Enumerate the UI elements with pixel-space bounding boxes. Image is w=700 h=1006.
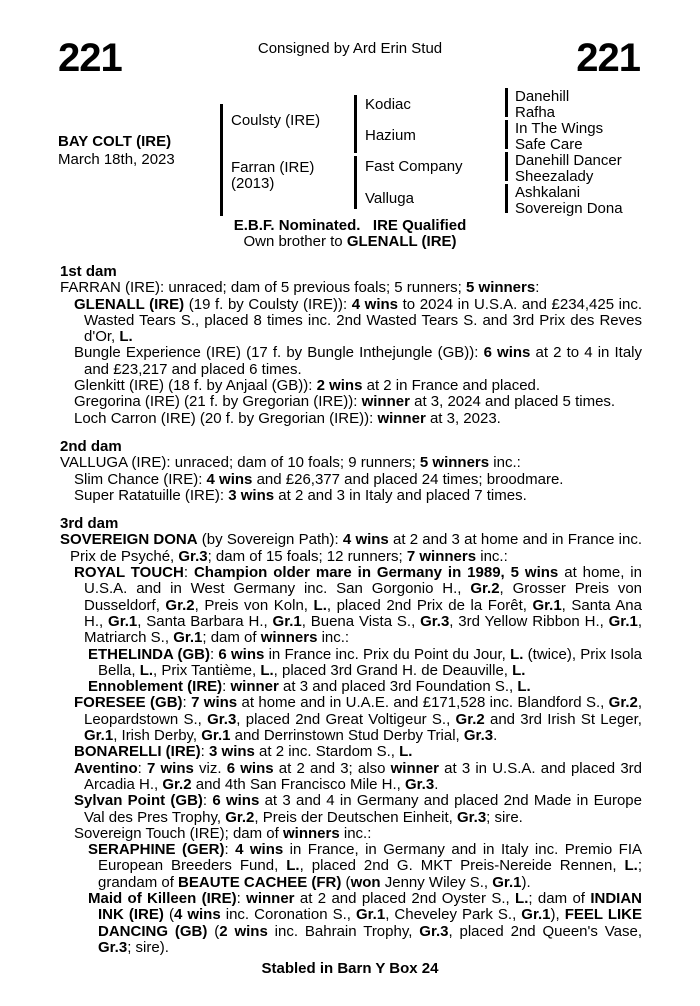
progeny-entry: BONARELLI (IRE): 3 wins at 2 inc. Stardom S., L. <box>74 743 413 761</box>
pedigree-bar-4 <box>505 88 508 117</box>
progeny-entry: GLENALL (IRE) (19 f. by Coulsty (IRE)): 4 wins to 2024 in U.S.A. and £234,425 inc. Wasted Tears S., placed 8 times inc. 2nd Wasted Tears S. and 3rd Prix des Reves d'Or, L. <box>74 295 643 346</box>
pedigree-sire-dam: Hazium <box>365 127 416 144</box>
pedigree-sire-sire: Kodiac <box>365 96 411 113</box>
progeny-entry: Ennoblement (IRE): winner at 3 and placed 3rd Foundation S., L. <box>88 678 531 696</box>
progeny-entry: Aventino: 7 wins viz. 6 wins at 2 and 3; also winner at 3 in U.S.A. and placed 3rd Arcadia H., Gr.2 and 4th San Francisco Mile H., Gr.3. <box>74 759 643 793</box>
progeny-entry: FORESEE (GB): 7 wins at home and in U.A.E. and £171,528 inc. Blandford S., Gr.2, Leopardstown S., Gr.3, placed 2nd Great Voltigeur S., Gr.2 and 3rd Irish St Leger, Gr.1, Irish Derby, Gr.1 and Derrinstown Stud Derby Trial, Gr.3. <box>74 694 643 745</box>
dam-entry: FARRAN (IRE): unraced; dam of 5 previous foals; 5 runners; 5 winners: <box>60 279 540 297</box>
consignor: Consigned by Ard Erin Stud <box>257 40 443 57</box>
progeny-entry: SERAPHINE (GER): 4 wins in France, in Germany and in Italy inc. Premio FIA European Breeders Fund, L., placed 2nd G. MKT Preis-Nereide Rennen, L.; grandam of BEAUTE CACHEE (FR) (won Jenny Wiley S., Gr.1). <box>88 841 642 891</box>
pedigree-gg-6: Sheezalady <box>515 168 594 185</box>
progeny-entry: ETHELINDA (GB): 6 wins in France inc. Prix du Point du Jour, L. (twice), Prix Isola Bella, L., Prix Tantième, L., placed 3rd Grand H. de Deauville, L. <box>88 645 642 679</box>
catalogue-body <box>60 264 642 956</box>
third-dam-heading: 3rd dam <box>60 515 119 533</box>
pedigree-bar-3 <box>354 156 357 209</box>
progeny-entry: Loch Carron (IRE) (20 f. by Gregorian (IRE)): winner at 3, 2023. <box>74 409 501 427</box>
pedigree-bar-1 <box>220 104 223 216</box>
ebf-note: E.B.F. Nominated. IRE Qualified <box>233 217 467 234</box>
progeny-entry: ROYAL TOUCH: Champion older mare in Germany in 1989, 5 wins at home, in U.S.A. and in West Germany inc. San Gorgonio H., Gr.2, Grosser Preis von Dusseldorf, Gr.2, Preis von Koln, L., placed 2nd Prix de la Forêt, Gr.1, Santa Ana H., Gr.1, Santa Barbara H., Gr.1, Buena Vista S., Gr.3, 3rd Yellow Ribbon H., Gr.1, Matriarch S., Gr.1; dam of winners inc.: <box>74 564 643 647</box>
pedigree-sire: Coulsty (IRE) <box>231 112 321 129</box>
second-dam-heading: 2nd dam <box>60 437 122 455</box>
progeny-entry: Sovereign Touch (IRE); dam of winners inc.: <box>74 824 372 842</box>
horse-dob: March 18th, 2023 <box>58 151 175 168</box>
pedigree-gg-4: Safe Care <box>515 136 583 153</box>
pedigree-dam-sire: Fast Company <box>365 158 463 175</box>
pedigree-bar-5 <box>505 120 508 149</box>
own-brother-note: Own brother to GLENALL (IRE) <box>243 233 457 250</box>
pedigree-table <box>0 88 700 216</box>
pedigree-gg-8: Sovereign Dona <box>515 200 623 217</box>
lot-number-left: 221 <box>58 36 122 80</box>
pedigree-dam-year: (2013) <box>231 175 275 192</box>
progeny-entry: Bungle Experience (IRE) (17 f. by Bungle Inthejungle (GB)): 6 wins at 2 to 4 in Italy and £23,217 and placed 6 times. <box>74 344 642 378</box>
dam-entry: SOVEREIGN DONA (by Sovereign Path): 4 wins at 2 and 3 at home and in France inc. Prix de Psyché, Gr.3; dam of 15 foals; 12 runners; 7 winners inc.: <box>60 531 642 565</box>
progeny-entry: Maid of Killeen (IRE): winner at 2 and placed 2nd Oyster S., L.; dam of INDIAN INK (IRE) (4 wins inc. Coronation S., Gr.1, Cheveley Park S., Gr.1), FEEL LIKE DANCING (GB) (2 wins inc. Bahrain Trophy, Gr.3, placed 2nd Queen's Vase, Gr.3; sire). <box>88 889 643 956</box>
progeny-entry: Sylvan Point (GB): 6 wins at 3 and 4 in Germany and placed 2nd Made in Europe Val des Pres Trophy, Gr.2, Preis der Deutschen Einheit, Gr.3; sire. <box>74 792 642 826</box>
progeny-entry: Glenkitt (IRE) (18 f. by Anjaal (GB)): 2 wins at 2 in France and placed. <box>74 377 541 395</box>
pedigree-bar-2 <box>354 95 357 153</box>
pedigree-dam: Farran (IRE) <box>231 159 315 176</box>
lot-number-right: 221 <box>576 36 640 80</box>
first-dam-heading: 1st dam <box>60 263 117 280</box>
pedigree-bar-7 <box>505 184 508 213</box>
stabling-footer: Stabled in Barn Y Box 24 <box>261 960 439 977</box>
pedigree-gg-7: Ashkalani <box>515 184 581 201</box>
progeny-entry: Super Ratatuille (IRE): 3 wins at 2 and 3 in Italy and placed 7 times. <box>74 486 527 504</box>
pedigree-dam-dam: Valluga <box>365 190 414 207</box>
dam-entry: VALLUGA (IRE): unraced; dam of 10 foals; 9 runners; 5 winners inc.: <box>60 454 521 472</box>
pedigree-gg-3: In The Wings <box>515 120 604 137</box>
pedigree-gg-2: Rafha <box>515 104 556 121</box>
pedigree-gg-5: Danehill Dancer <box>515 152 622 169</box>
progeny-entry: Gregorina (IRE) (21 f. by Gregorian (IRE)): winner at 3, 2024 and placed 5 times. <box>74 393 616 411</box>
pedigree-bar-6 <box>505 152 508 181</box>
pedigree-gg-1: Danehill <box>515 88 570 105</box>
horse-title: BAY COLT (IRE) <box>58 133 172 150</box>
progeny-entry: Slim Chance (IRE): 4 wins and £26,377 and placed 24 times; broodmare. <box>74 470 564 488</box>
